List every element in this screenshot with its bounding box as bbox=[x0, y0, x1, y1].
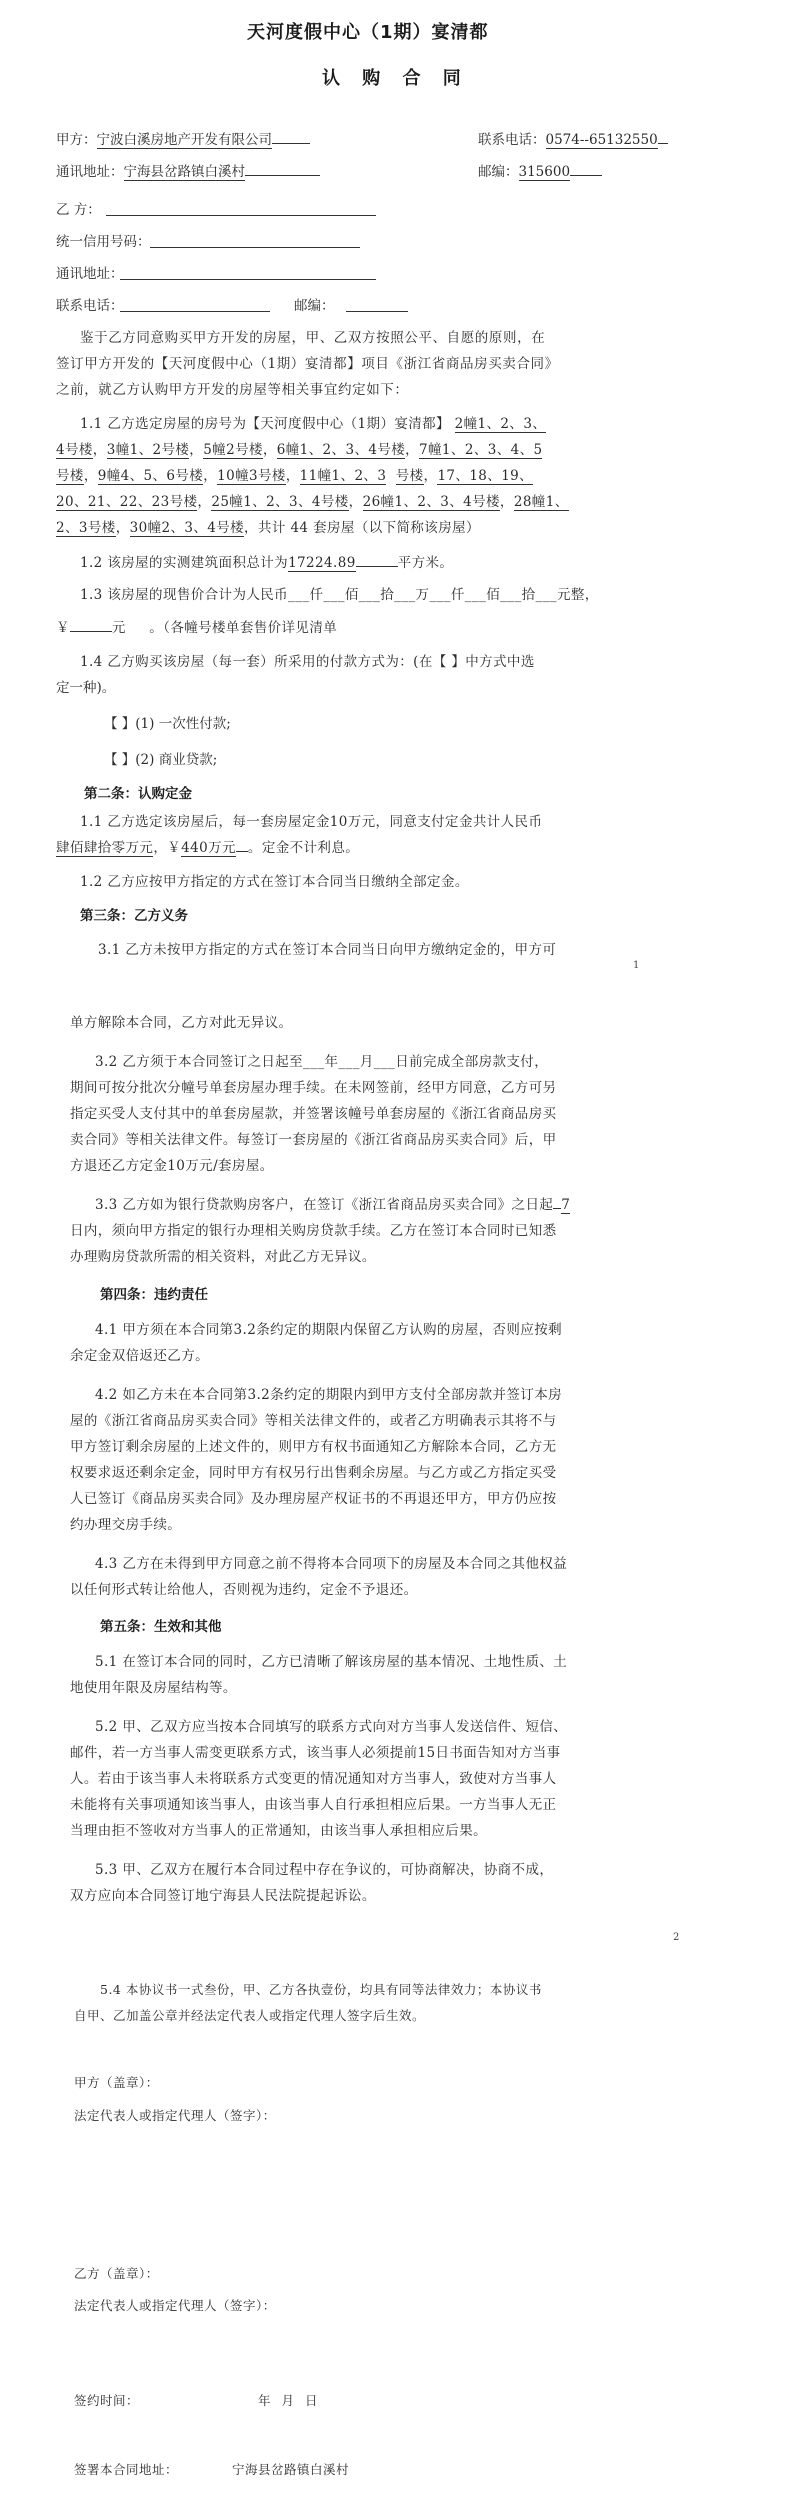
party-a-seal-label: 甲方（盖章）： bbox=[74, 2075, 159, 2090]
clause-1-3-line-1: 1.3 该房屋的现售价合计为人民币___仟___佰___拾___万___仟___佰___拾___元整， bbox=[80, 587, 599, 603]
clause-5-1-line-2: 地使用年限及房屋结构等。 bbox=[70, 1680, 237, 1696]
clause-3-1-line-1: 3.1 乙方未按甲方指定的方式在签订本合同当日向甲方缴纳定金的，甲方可 bbox=[98, 942, 557, 958]
signing-place-value: 宁海县岔路镇白溪村 bbox=[232, 2462, 350, 2477]
clause-3-3-line-2: 日内，须向甲方指定的银行办理相关购房贷款手续。乙方在签订本合同时已知悉 bbox=[70, 1223, 557, 1239]
clause-5-4-line-1: 5.4 本协议书一式叁份，甲、乙方各执壹份，均具有同等法律效力；本协议书 bbox=[100, 1982, 542, 1997]
clause-1-4-line-1: 1.4 乙方购买该房屋（每一套）所采用的付款方式为：(在【 】中方式中选 bbox=[80, 654, 535, 670]
party-a-name: 宁波白溪房地产开发有限公司 bbox=[96, 132, 272, 148]
party-b-credit-label: 统一信用号码： bbox=[56, 234, 151, 250]
clause-4-2-line-6: 约办理交房手续。 bbox=[70, 1517, 182, 1533]
signing-date-value: 年 月 日 bbox=[258, 2393, 318, 2408]
party-b-address-line bbox=[120, 279, 376, 280]
party-b-phone-label: 联系电话： bbox=[56, 298, 124, 314]
clause-3-2-line-3: 指定买受人支付其中的单套房屋款，并签署该幢号单套房屋的《浙江省商品房买 bbox=[70, 1106, 557, 1122]
party-a-row bbox=[56, 128, 310, 148]
clause-2-1-line-1: 1.1 乙方选定该房屋后，每一套房屋定金10万元，同意支付定金共计人民币 bbox=[80, 814, 543, 830]
clause-3-3-line-1: 3.3 乙方如为银行贷款购房客户，在签订《浙江省商品房买卖合同》之日起 7 bbox=[95, 1197, 571, 1213]
clause-5-1-line-1: 5.1 在签订本合同的同时，乙方已清晰了解该房屋的基本情况、土地性质、土 bbox=[95, 1654, 568, 1670]
party-a-label: 甲方： bbox=[56, 132, 97, 148]
clause-1-4-line-2: 定一种)。 bbox=[56, 680, 116, 696]
party-a-address-label: 通讯地址： bbox=[56, 164, 124, 180]
clause-4-2-line-4: 权要求返还剩余定金，同时甲方有权另行出售剩余房屋。与乙方或乙方指定买受 bbox=[70, 1465, 557, 1481]
party-a-postcode-line bbox=[570, 175, 602, 176]
party-b-name-line bbox=[106, 215, 376, 216]
party-a-phone: 0574--65132550 bbox=[545, 132, 658, 148]
party-a-phone-line bbox=[658, 143, 668, 144]
article-5-heading: 第五条：生效和其他 bbox=[100, 1619, 222, 1635]
clause-2-1-line-2: 肆佰肆拾零万元，￥440万元 。定金不计利息。 bbox=[56, 840, 360, 856]
clause-5-2-line-1: 5.2 甲、乙双方应当按本合同填写的联系方式向对方当事人发送信件、短信、 bbox=[95, 1719, 568, 1735]
clause-4-2-line-3: 甲方签订剩余房屋的上述文件的，则甲方有权书面通知乙方解除本合同，乙方无 bbox=[70, 1439, 557, 1455]
intro-line-2: 签订甲方开发的【天河度假中心（1期）宴清都】项目《浙江省商品房买卖合同》 bbox=[56, 356, 559, 372]
party-a-phone-label: 联系电话： bbox=[478, 132, 546, 148]
clause-1-2: 1.2 该房屋的实测建筑面积总计为17224.89 平方米。 bbox=[80, 555, 454, 571]
clause-3-3-line-3: 办理购房贷款所需的相关资料，对此乙方无异议。 bbox=[70, 1249, 376, 1265]
party-a-address-row bbox=[56, 160, 320, 180]
clause-4-3-line-2: 以任何形式转让给他人，否则视为违约，定金不予退还。 bbox=[70, 1582, 418, 1598]
clause-1-1-line-4: 20、21、22、23号楼，25幢1、2、3、4号楼，26幢1、2、3、4号楼，28幢1、 bbox=[56, 494, 569, 510]
party-b-representative-label: 法定代表人或指定代理人（签字）： bbox=[74, 2298, 276, 2313]
article-3-heading: 第三条：乙方义务 bbox=[80, 908, 188, 924]
clause-2-2: 1.2 乙方应按甲方指定的方式在签订本合同当日缴纳全部定金。 bbox=[80, 874, 469, 890]
clause-1-1-line-2: 4号楼，3幢1、2号楼，5幢2号楼，6幢1、2、3、4号楼，7幢1、2、3、4、5 bbox=[56, 442, 543, 458]
party-a-postcode-row bbox=[478, 160, 602, 180]
party-b-address-label: 通讯地址： bbox=[56, 266, 124, 282]
clause-3-2-line-2: 期间可按分批次分幢号单套房屋办理手续。在未网签前，经甲方同意，乙方可另 bbox=[70, 1080, 557, 1096]
clause-5-4-line-2: 自甲、乙加盖公章并经法定代表人或指定代理人签字后生效。 bbox=[74, 2008, 426, 2023]
page-number-1: 1 bbox=[633, 960, 640, 971]
clause-3-2-line-5: 方退还乙方定金10万元/套房屋。 bbox=[70, 1158, 274, 1174]
clause-1-1-line-3: 号楼，9幢4、5、6号楼，10幢3号楼，11幢1、2、3 号楼，17、18、19、 bbox=[56, 468, 534, 484]
clause-1-1-line-1: 1.1 乙方选定房屋的房号为【天河度假中心（1期）宴清都】 2幢1、2、3、 bbox=[80, 416, 547, 432]
clause-4-2-line-1: 4.2 如乙方未在本合同第3.2条约定的期限内到甲方支付全部房款并签订本房 bbox=[95, 1387, 563, 1403]
intro-line-3: 之前，就乙方认购甲方开发的房屋等相关事宜约定如下： bbox=[56, 382, 409, 398]
clause-4-2-line-2: 屋的《浙江省商品房买卖合同》等相关法律文件的，或者乙方明确表示其将不与 bbox=[70, 1413, 557, 1429]
signing-place-label: 签署本合同地址： bbox=[74, 2462, 179, 2477]
article-4-heading: 第四条：违约责任 bbox=[100, 1287, 208, 1303]
party-a-postcode: 315600 bbox=[518, 164, 571, 180]
clause-4-1-line-1: 4.1 甲方须在本合同第3.2条约定的期限内保留乙方认购的房屋，否则应按剩 bbox=[95, 1322, 563, 1338]
clause-1-3-line-2: ￥ 元 。（各幢号楼单套售价详见清单 bbox=[56, 620, 338, 636]
payment-option-1: 【 】(1) 一次性付款; bbox=[104, 716, 231, 732]
party-b-phone-line bbox=[120, 311, 270, 312]
clause-5-2-line-3: 人。若由于该当事人未将联系方式变更的情况通知对方当事人，致使对方当事人 bbox=[70, 1771, 557, 1787]
page-number-2: 2 bbox=[673, 1932, 680, 1943]
party-a-name-line bbox=[272, 143, 310, 144]
document-title: 天河度假中心（1期）宴清都 bbox=[247, 22, 489, 43]
clause-5-2-line-2: 邮件，若一方当事人需变更联系方式，该当事人必须提前15日书面告知对方当事 bbox=[70, 1745, 561, 1761]
clause-4-3-line-1: 4.3 乙方在未得到甲方同意之前不得将本合同项下的房屋及本合同之其他权益 bbox=[95, 1556, 568, 1572]
party-b-postcode-label: 邮编： bbox=[294, 298, 335, 314]
signing-date-label: 签约时间： bbox=[74, 2393, 140, 2408]
party-a-phone-row bbox=[478, 128, 668, 148]
party-b-label: 乙 方： bbox=[56, 202, 101, 218]
payment-option-2: 【 】(2) 商业贷款; bbox=[104, 752, 218, 768]
party-b-postcode-line bbox=[346, 311, 408, 312]
clause-3-1-line-2: 单方解除本合同，乙方对此无异议。 bbox=[70, 1015, 293, 1031]
party-a-address-line bbox=[245, 175, 320, 176]
clause-5-2-line-4: 未能将有关事项通知该当事人，由该当事人自行承担相应后果。一方当事人无正 bbox=[70, 1797, 557, 1813]
document-subtitle: 认 购 合 同 bbox=[322, 68, 469, 89]
party-a-postcode-label: 邮编： bbox=[478, 164, 519, 180]
clause-4-1-line-2: 余定金双倍返还乙方。 bbox=[70, 1348, 209, 1364]
clause-4-2-line-5: 人已签订《商品房买卖合同》及办理房屋产权证书的不再退还甲方，甲方仍应按 bbox=[70, 1491, 557, 1507]
clause-5-3-line-1: 5.3 甲、乙双方在履行本合同过程中存在争议的，可协商解决，协商不成， bbox=[95, 1862, 554, 1878]
clause-3-2-line-1: 3.2 乙方须于本合同签订之日起至___年___月___日前完成全部房款支付， bbox=[95, 1054, 549, 1070]
clause-5-2-line-5: 当理由拒不签收对方当事人的正常通知，由该当事人承担相应后果。 bbox=[70, 1823, 487, 1839]
intro-line-1: 鉴于乙方同意购买甲方开发的房屋，甲、乙双方按照公平、自愿的原则，在 bbox=[80, 330, 546, 346]
clause-5-3-line-2: 双方应向本合同签订地宁海县人民法院提起诉讼。 bbox=[70, 1888, 376, 1904]
party-a-representative-label: 法定代表人或指定代理人（签字）： bbox=[74, 2108, 276, 2123]
party-a-address: 宁海县岔路镇白溪村 bbox=[123, 164, 245, 180]
article-2-heading: 第二条：认购定金 bbox=[84, 786, 192, 802]
party-b-seal-label: 乙方（盖章）： bbox=[74, 2266, 159, 2281]
party-b-credit-line bbox=[150, 247, 360, 248]
clause-1-1-line-5: 2、3号楼，30幢2、3、4号楼，共计 44 套房屋（以下简称该房屋） bbox=[56, 520, 480, 536]
clause-3-2-line-4: 卖合同》等相关法律文件。每签订一套房屋的《浙江省商品房买卖合同》后，甲 bbox=[70, 1132, 557, 1148]
